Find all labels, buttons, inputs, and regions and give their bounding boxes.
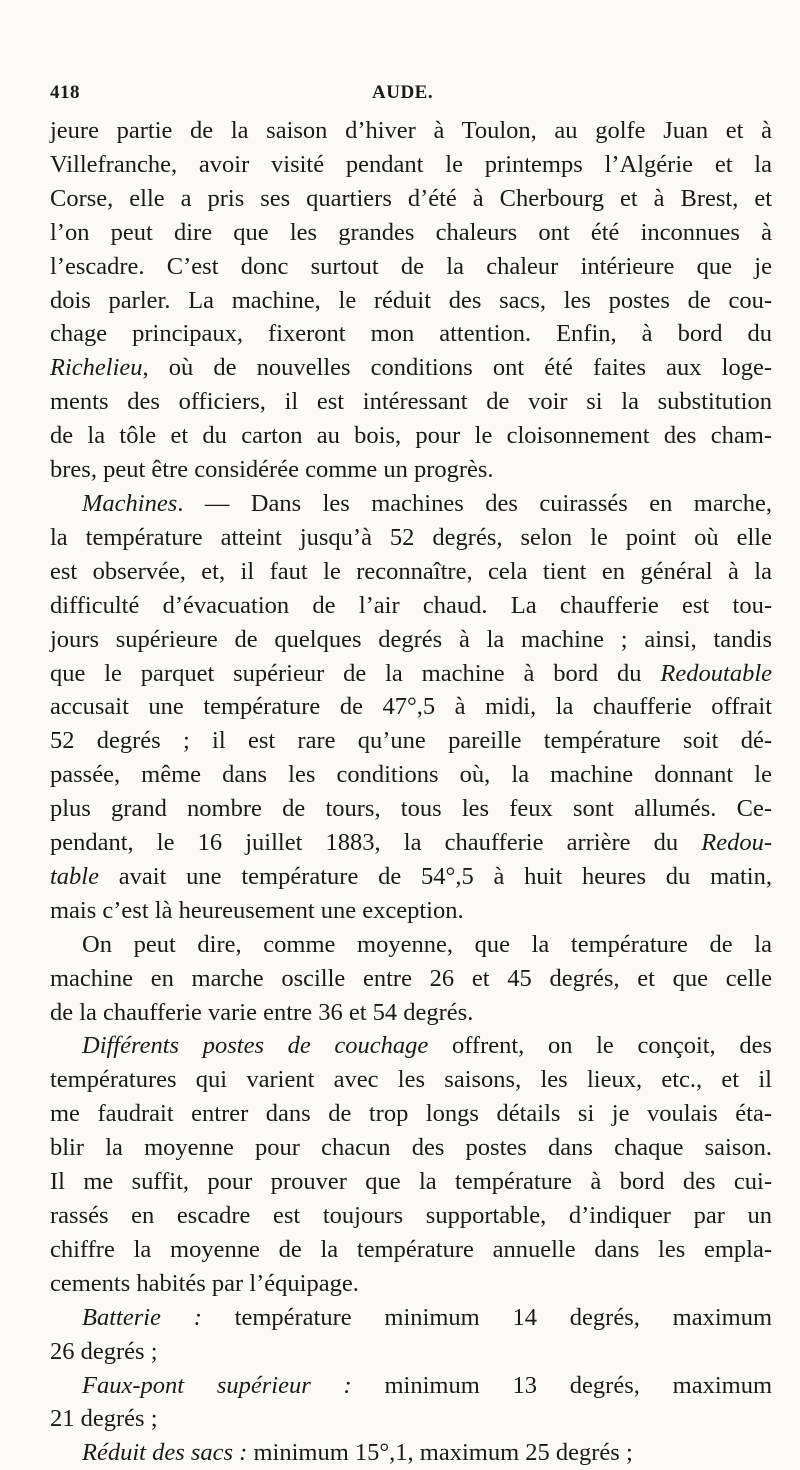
text-run: 21 degrés ; xyxy=(50,1405,158,1433)
italic-text: Réduit des sacs : xyxy=(82,1439,248,1467)
italic-text: Batterie : xyxy=(82,1303,202,1331)
text-run: 26 degrés ; xyxy=(50,1337,158,1365)
text-run: ments des officiers, il est intéressant de voir si la substitution xyxy=(50,388,772,416)
italic-text: table xyxy=(50,862,99,890)
paragraph xyxy=(50,114,772,487)
italic-text: Redou- xyxy=(701,829,772,857)
text-run: machine en marche oscille entre 26 et 45 degrés, et que celle xyxy=(50,964,772,992)
text-line xyxy=(50,182,772,216)
page-number: 418 xyxy=(50,82,80,103)
text-run: température minimum 14 degrés, maximum xyxy=(201,1303,772,1331)
text-line xyxy=(50,250,772,284)
text-run: est observée, et, il faut le reconnaître, cela tient en général à la xyxy=(50,557,772,585)
text-line xyxy=(50,1335,772,1369)
text-run: Il me suffit, pour prouver que la température à bord des cui- xyxy=(50,1168,772,1196)
text-line xyxy=(50,1199,772,1233)
text-line xyxy=(50,114,772,148)
text-line xyxy=(50,453,772,487)
text-run: l’escadre. C’est donc surtout de la chaleur intérieure que je xyxy=(50,252,772,280)
italic-text: Faux-pont supérieur : xyxy=(82,1371,352,1399)
text-line xyxy=(50,521,772,555)
text-run: l’on peut dire que les grandes chaleurs ont été inconnues à xyxy=(50,218,772,246)
text-line xyxy=(50,758,772,792)
text-run: plus grand nombre de tours, tous les feux sont allumés. Ce- xyxy=(50,795,772,823)
text-line xyxy=(50,1029,772,1063)
text-line xyxy=(50,148,772,182)
text-run: Villefranche, avoir visité pendant le printemps l’Algérie et la xyxy=(50,150,772,178)
text-line xyxy=(50,1267,772,1301)
text-run: chage principaux, fixeront mon attention. Enfin, à bord du xyxy=(50,320,772,348)
text-run: difficulté d’évacuation de l’air chaud. La chaufferie est tou- xyxy=(50,591,772,619)
text-line xyxy=(50,792,772,826)
text-run: . — Dans les machines des cuirassés en marche, xyxy=(177,489,772,517)
text-run: la température atteint jusqu’à 52 degrés, selon le point où elle xyxy=(50,523,772,551)
text-run: 52 degrés ; il est rare qu’une pareille température soit dé- xyxy=(50,727,772,755)
paragraph xyxy=(50,487,772,928)
paragraph xyxy=(50,1436,772,1470)
text-run: chiffre la moyenne de la température annuelle dans les empla- xyxy=(50,1235,772,1263)
italic-text: Différents postes de couchage xyxy=(82,1032,429,1060)
text-line xyxy=(50,894,772,928)
paragraph xyxy=(50,928,772,1030)
text-line xyxy=(50,589,772,623)
text-line xyxy=(50,1301,772,1335)
text-run: On peut dire, comme moyenne, que la température de la xyxy=(82,930,772,958)
text-run: températures qui varient avec les saisons, les lieux, etc., et il xyxy=(50,1066,772,1094)
text-line xyxy=(50,1097,772,1131)
text-run: jeure partie de la saison d’hiver à Toulon, au golfe Juan et à xyxy=(50,117,772,144)
text-run: pendant, le 16 juillet 1883, la chaufferie arrière du xyxy=(50,829,702,857)
text-run: de la tôle et du carton au bois, pour le cloisonnement des cham- xyxy=(50,422,772,450)
text-line xyxy=(50,1369,772,1403)
text-line xyxy=(50,1131,772,1165)
text-run: passée, même dans les conditions où, la machine donnant le xyxy=(50,761,772,789)
italic-text: Machines xyxy=(82,489,178,517)
text-line xyxy=(50,724,772,758)
text-line xyxy=(50,284,772,318)
italic-text: Richelieu xyxy=(50,354,143,382)
text-line xyxy=(50,351,772,385)
text-run: blir la moyenne pour chacun des postes dans chaque saison. xyxy=(50,1134,772,1162)
text-line xyxy=(50,419,772,453)
text-run: mais c’est là heureusement une exception. xyxy=(50,896,464,924)
text-line xyxy=(50,1233,772,1267)
running-head xyxy=(50,82,772,114)
text-run: minimum 15°,1, maximum 25 degrés ; xyxy=(247,1439,633,1467)
text-line xyxy=(50,317,772,351)
text-line xyxy=(50,962,772,996)
paragraph xyxy=(50,1029,772,1300)
text-line xyxy=(50,487,772,521)
text-run: me faudrait entrer dans de trop longs détails si je voulais éta- xyxy=(50,1100,772,1128)
text-run: rassés en escadre est toujours supportable, d’indiquer par un xyxy=(50,1202,772,1229)
text-line xyxy=(50,996,772,1030)
text-line xyxy=(50,928,772,962)
text-run: offrent, on le conçoit, des xyxy=(428,1032,772,1060)
text-run: , où de nouvelles conditions ont été faites aux loge- xyxy=(142,354,772,382)
running-title: AUDE. xyxy=(372,82,434,103)
paragraph xyxy=(50,1301,772,1369)
text-line xyxy=(50,826,772,860)
paragraph xyxy=(50,1369,772,1437)
text-run: cements habités par l’équipage. xyxy=(50,1269,359,1297)
text-line xyxy=(50,1402,772,1436)
body-text xyxy=(50,114,772,1470)
text-run: que le parquet supérieur de la machine à bord du xyxy=(50,659,661,687)
text-run: Corse, elle a pris ses quartiers d’été à Cherbourg et à Brest, et xyxy=(50,184,772,212)
text-line xyxy=(50,1165,772,1199)
italic-text: Redoutable xyxy=(660,659,772,687)
text-line xyxy=(50,657,772,691)
text-line xyxy=(50,216,772,250)
text-line xyxy=(50,1436,772,1470)
text-run: minimum 13 degrés, maximum xyxy=(351,1371,773,1399)
text-line xyxy=(50,860,772,894)
text-run: accusait une température de 47°,5 à midi, la chaufferie offrait xyxy=(50,693,772,721)
text-run: jours supérieure de quelques degrés à la machine ; ainsi, tandis xyxy=(50,625,772,653)
text-line xyxy=(50,385,772,419)
text-run: dois parler. La machine, le réduit des sacs, les postes de cou- xyxy=(50,286,772,314)
text-line xyxy=(50,555,772,589)
text-line xyxy=(50,1063,772,1097)
text-line xyxy=(50,690,772,724)
text-run: de la chaufferie varie entre 36 et 54 degrés. xyxy=(50,998,474,1026)
text-line xyxy=(50,623,772,657)
page xyxy=(50,82,772,1470)
text-run: bres, peut être considérée comme un progrès. xyxy=(50,456,494,484)
text-run: avait une température de 54°,5 à huit heures du matin, xyxy=(99,862,772,890)
